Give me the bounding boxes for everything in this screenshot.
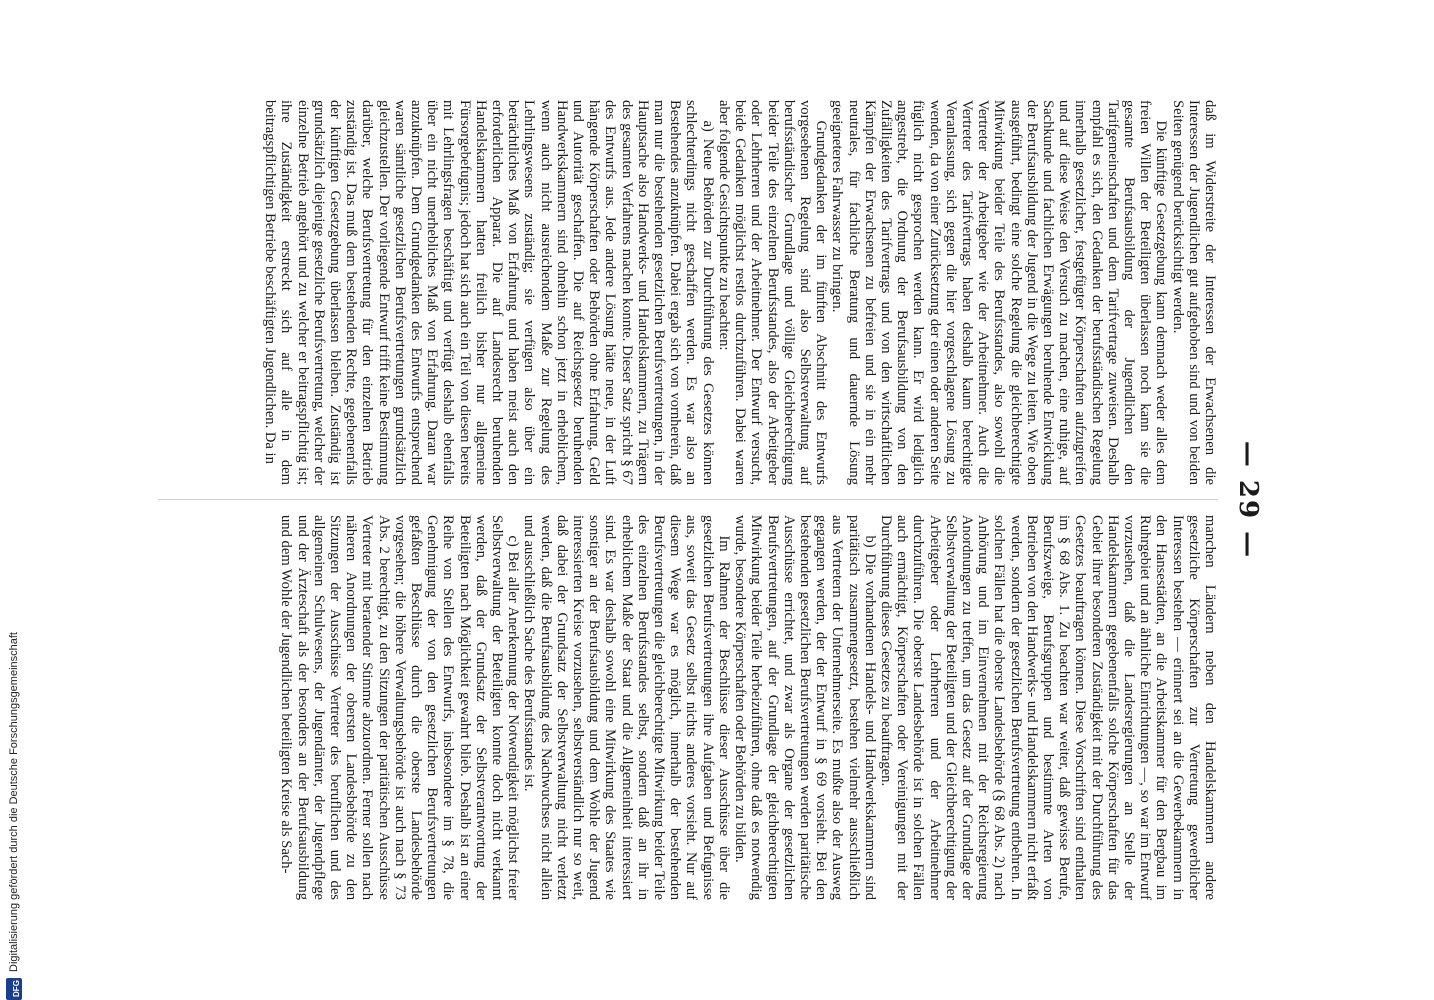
digitization-text: Digitalisierung gefördert durch die Deutsche Forschungsgemeinschaft	[8, 632, 20, 972]
scanned-page	[140, 95, 1270, 905]
paragraph: Die künftige Gesetzgebung kann demnach weder alles dem freien Willen der Beteiligten überlassen noch kann sie die gesamte Berufsausbildung der Jugendlichen den Tarifgemeinschaften und dem Tarifvertrage zuweisen. Deshalb empfahl es sich, den Gedanken der berufsständischen Regelung innerhalb gesetzlicher, festgefügter Körperschaften aufzugreifen und auf diese Weise den Versuch zu machen, eine ruhige, auf Sachkunde und fachlichen Erwägungen beruhende Entwicklung der Berufsausbildung der Jugend in die Wege zu leiten. Wie oben ausgeführt, bedingt eine solche Regelung die gleichberechtigte Mitwirkung beider Teile des Berufsstandes, also sowohl die Vertreter der Arbeitgeber wie der Arbeitnehmer. Auch die Vertreter des Tarifvertrags haben deshalb kaum berechtigte Veranlassung, sich gegen die hier vorgeschlagene Lösung zu wenden, da von einer Zurücksetzung der einen oder anderen Seite füglich nicht gesprochen werden kann. Er wird lediglich angestrebt, die Ordnung der Berufsausbildung von den Zufälligkeiten des Tarifvertrags und von den wirtschaftlichen Kämpfen der Erwachsenen zu befreien und sie in ein mehr neutrales, für fachliche Beratung und dauernde Lösung geeigneteres Fahrwasser zu bringen.	[829, 100, 1170, 485]
paragraph: c) Bei aller Anerkennung der Notwendigkeit möglichst freier Selbstverwaltung der Beteiligten konnte doch nicht verkannt werden, daß der Grundsatz der Selbstverantwortung der Beteiligten nach Möglichkeit gewahrt blieb. Deshalb ist an einer Reihe von Stellen des Entwurfs, insbesondere im § 78, die Genehmigung der von den gesetzlichen Berufsvertretungen gefaßten Beschlüsse durch die oberste Landesbehörde vorgesehen; die höhere Verwaltungsbehörde ist auch nach § 73 Abs. 2 berechtigt, zu den Sitzungen der paritätischen Ausschüsse Vertreter mit beratender Stimme abzuordnen. Ferner sollen nach näheren Anordnungen der obersten Landesbehörde zu den Sitzungen der Ausschüsse Vertreter des beruflichen und des allgemeinen Schulwesens, der Jugendämter, der Jugendpflege und der Ärzteschaft als der besonders an der Berufsausbildung und dem Wohle der Jugendlichen beteiligten Kreise als Sach-	[278, 515, 522, 900]
dfg-logo-icon: DFG	[6, 978, 22, 1000]
paragraph: b) Die vorhandenen Handels- und Handwerkskammern sind paritätisch zusammengesetzt, bestehen vielmehr ausschließlich aus Vertretern der Unternehmerseite. Es mußte also der Ausweg gegangen werden, der der Entwurf in § 69 vorsieht. Bei den bestehenden gesetzlichen Berufsvertretungen werden paritätische Ausschüsse errichtet, und zwar als Organe der gesetzlichen Berufsvertretungen, auf der Grundlage der gleichberechtigten Mitwirkung beider Teile herbeizuführen, ohne daß es notwendig wurde, besondere Körperschaften oder Behörden zu bilden.	[732, 515, 878, 900]
paragraph: Im Rahmen der Beschlüsse dieser Ausschüsse über die gesetzlichen Berufsvertretungen ihre Aufgaben und Befugnisse aus, soweit das Gesetz selbst nichts anderes vorsieht. Nur auf diesem Wege war es möglich, innerhalb der bestehenden Berufsvertretungen die gleichberechtigte Mitwirkung beider Teile des einzelnen Berufsstandes selbst, sondern daß an ihr in erheblichem Maße der Staat und die Allgemeinheit interessiert sind. Es war deshalb sowohl eine Mitwirkung des Staates wie sonstiger an der Berufsausbildung und dem Wohle der Jugend interessierten Kreise vorzusehen, selbstverständlich nur so weit, daß dabei der Grundsatz der Selbstverwaltung nicht verletzt werden, daß die Berufsausbildung des Nachwuchses nicht allein und ausschließlich Sache des Berufsstandes ist.	[521, 515, 732, 900]
paragraph: daß im Widerstreite der Interessen der Erwachsenen die Interessen der Jugendlichen gut aufgehoben sind und von beiden Seiten genügend berücksichtigt werden.	[1169, 100, 1218, 485]
paragraph: manchen Ländern neben den Handelskammern andere gesetzliche Körperschaften zur Vertretung gewerblicher Interessen bestehen — erinnert sei an die Gewerbekammern in den Hansestädten, an die Arbeitskammer für den Bergbau im Ruhrgebiet und an ähnliche Einrichtungen —, so war im Entwurf vorzusehen, daß die Landesregierungen an Stelle der Handelskammern gegebenenfalls solche Körperschaften für das Gebiet ihrer besonderen Zuständigkeit mit der Durchführung des Gesetzes beauftragen können. Diese Vorschriften sind enthalten im § 68 Abs. 1. Zu beachten war weiter, daß gewisse Berufe, Berufszweige, Berufsgruppen und bestimmte Arten von Betrieben von den Handwerks- und Handelskammern nicht erfaßt werden, sondern der gesetzlichen Berufsvertretung entbehren. In solchen Fällen hat die oberste Landesbehörde (§ 68 Abs. 2) nach Anhörung und im Einvernehmen mit der Reichsregierung Anordnungen zu treffen, um das Gesetz auf der Grundlage der Selbstverwaltung der Beteiligten und der Gleichberechtigung der Arbeitgeber oder Lehrherren und der Arbeitnehmer durchzuführen. Die oberste Landesbehörde ist in solchen Fällen auch ermächtigt, Körperschaften oder Vereinigungen mit der Durchführung dieses Gesetzes zu beauftragen.	[877, 515, 1218, 900]
right-column	[148, 515, 1218, 900]
left-column	[148, 100, 1218, 485]
paragraph: Grundgedanken der im fünften Abschnitt des Entwurfs vorgesehenen Regelung sind also Selbstverwaltung auf berufsständischer Grundlage und völlige Gleichberechtigung beider Teile des einzelnen Berufsstandes, also der Arbeitgeber oder Lehrherren und der Arbeitnehmer. Der Entwurf versucht, beide Gedanken möglichst restlos durchzuführen. Dabei waren aber folgende Gesichtspunkte zu beachten:	[715, 100, 830, 485]
rotated-page-content	[140, 95, 1270, 905]
column-divider	[158, 499, 1218, 500]
page-number: — 29 —	[1233, 440, 1263, 560]
digitization-note	[2, 0, 26, 1000]
paragraph: a) Neue Behörden zur Durchführung des Gesetzes können schlechterdings nicht geschaffen werden. Es war also an Bestehendes anzuknüpfen. Dabei ergab sich von vornherein, daß man nur die bestehenden gesetzlichen Berufsvertretungen, in der Hauptsache also Handwerks- und Handelskammern, zu Trägern des gesamten Verfahrens machen konnte. Dieser Satz spricht § 67 des Entwurfs aus. Jede andere Lösung hätte neue, in der Luft hängende Körperschaften oder Behörden ohne Erfahrung, Geld und Autorität geschaffen. Die auf Reichsgesetz beruhenden Handwerkskammern sind ohnehin schon jetzt in erheblichem, wenn auch nicht ausreichendem Maße zur Regelung des Lehrlingswesens zuständig; sie verfügen also über ein beträchtliches Maß von Erfahrung und haben meist auch den erforderlichen Apparat. Die auf Landesrecht beruhenden Handelskammern hatten freilich bisher nur allgemeine Fürsorgebefugnis; jedoch hat sich auch ein Teil von diesen bereits mit Lehrlingsfragen beschäftigt und verfügt deshalb ebenfalls über ein nicht unerhebliches Maß von Erfahrung. Daran war anzuknüpfen. Dem Grundgedanken des Entwurfs entsprechend waren sämtliche gesetzlichen Berufsvertretungen grundsätzlich gleichzustellen. Der vorliegende Entwurf trifft keine Bestimmung darüber, welche Berufsvertretung für den einzelnen Betrieb zuständig ist. Das muß dem bestehenden Rechte, gegebenenfalls der künftigen Gesetzgebung überlassen bleiben. Zuständig ist grundsätzlich diejenige gesetzliche Berufsvertretung, welcher der einzelne Betrieb angehört und zu welcher er beitragspflichtig ist; ihre Zuständigkeit erstreckt sich auf alle in dem beitragspflichtigen Betriebe beschäftigten Jugendlichen. Da in	[262, 100, 716, 485]
